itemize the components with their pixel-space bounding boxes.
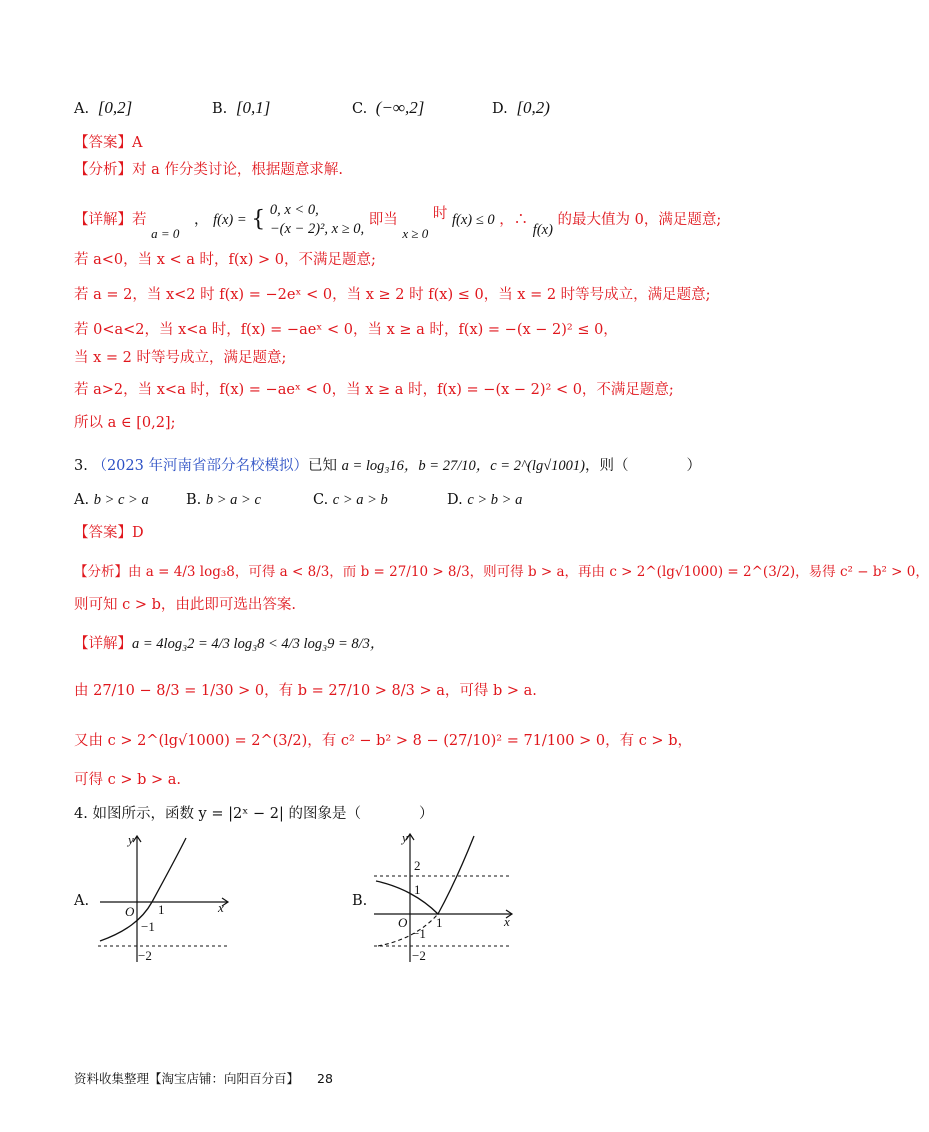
fig-b-curve xyxy=(376,836,474,914)
fig-a-origin: O xyxy=(125,904,135,919)
q2-option-c: C. (−∞,2] xyxy=(352,98,425,117)
q2-detail-line6: 若 a>2，当 x<a 时，f(x) = −aeˣ < 0，当 x ≥ a 时，f(x) = −(x − 2)² < 0，不满足题意; xyxy=(74,382,674,398)
q4-fig-a-label: A. xyxy=(74,893,90,909)
fig-b-origin: O xyxy=(398,915,408,930)
q3-detail-line1: 【详解】a = 4log₃2 = 4/3 log₃8 < 4/3 log₃9 = 8/3， xyxy=(74,636,385,652)
fig-b-tick-m2: −2 xyxy=(412,948,426,963)
q2-analysis: 【分析】对 a 作分类讨论，根据题意求解. xyxy=(74,162,343,178)
q3-stem: 3. （2023 年河南省部分名校模拟）已知 a = log₃16，b = 27/10，c = 2^(lg√1001)，则（ ） xyxy=(74,458,701,474)
fig-b-tick-2: 2 xyxy=(414,858,421,873)
q4-stem: 4. 如图所示，函数 y = |2ˣ − 2| 的图象是（ ） xyxy=(74,806,434,822)
page-number: 28 xyxy=(317,1071,333,1086)
fig-b-tick-1y: 1 xyxy=(414,882,421,897)
fig-b-tick-1x: 1 xyxy=(436,915,443,930)
q2-detail-line2: 若 a<0，当 x < a 时，f(x) > 0，不满足题意; xyxy=(74,252,376,268)
fig-b-tick-m1: −1 xyxy=(412,926,426,941)
fig-a-tick-1: 1 xyxy=(158,902,165,917)
q3-analysis-line2: 则可知 c > b，由此即可选出答案. xyxy=(74,597,296,613)
fig-b-dashed-curve xyxy=(378,914,438,946)
q2-option-d: D. [0,2) xyxy=(492,98,550,117)
q3-answer: 【答案】D xyxy=(74,525,144,541)
fig-a-tick-m2: −2 xyxy=(138,948,152,963)
q2-detail-line5: 当 x = 2 时等号成立，满足题意; xyxy=(74,350,287,366)
q2-detail-line7: 所以 a ∈ [0,2]; xyxy=(74,415,176,431)
fig-b-y-label: y xyxy=(402,830,408,845)
fig-a-x-label: x xyxy=(218,900,224,915)
fig-a-tick-m1: −1 xyxy=(141,919,155,934)
q3-option-c: C. c > a > b xyxy=(313,492,388,508)
q3-detail-line2: 由 27/10 − 8/3 = 1/30 > 0，有 b = 27/10 > 8/3 > a，可得 b > a. xyxy=(74,683,537,699)
q3-option-a: A. b > c > a xyxy=(74,492,149,508)
page-footer: 资料收集整理【淘宝店铺：向阳百分百】 28 xyxy=(74,1071,333,1086)
q2-option-a: A. [0,2] xyxy=(74,98,133,117)
q4-figure-b xyxy=(370,826,520,966)
fig-b-x-label: x xyxy=(504,914,510,929)
q3-detail-line4: 可得 c > b > a. xyxy=(74,772,182,788)
q3-analysis-line1: 【分析】由 a = 4/3 log₃8，可得 a < 8/3，而 b = 27/10 > 8/3，则可得 b > a，再由 c > 2^(lg√1000) = 2^(3/2)，易得 c² − b² > 0， xyxy=(74,564,929,580)
q2-detail-line4: 若 0<a<2，当 x<a 时，f(x) = −aeˣ < 0，当 x ≥ a 时，f(x) = −(x − 2)² ≤ 0， xyxy=(74,322,618,338)
q3-option-b: B. b > a > c xyxy=(186,492,261,508)
q3-detail-line3: 又由 c > 2^(lg√1000) = 2^(3/2)，有 c² − b² > 8 − (27/10)² = 71/100 > 0，有 c > b， xyxy=(74,733,692,749)
q2-option-b: B. [0,1] xyxy=(212,98,271,117)
q2-detail-line1: 【详解】若 a = 0 ， f(x) = { 0, x < 0, −(x − 2)², x ≥ 0, 即当 x ≥ 0 时 f(x) ≤ 0 ，∴ f(x) 的最大值为 0，满足题意; xyxy=(74,202,722,241)
q2-answer: 【答案】A xyxy=(74,135,143,151)
fig-a-y-label: y xyxy=(128,832,134,847)
q2-detail-line3: 若 a = 2，当 x<2 时 f(x) = −2eˣ < 0，当 x ≥ 2 时 f(x) ≤ 0，当 x = 2 时等号成立，满足题意; xyxy=(74,287,711,303)
q4-fig-b-label: B. xyxy=(352,893,368,909)
q3-option-d: D. c > b > a xyxy=(447,492,523,508)
q4-figure-a xyxy=(90,828,240,968)
